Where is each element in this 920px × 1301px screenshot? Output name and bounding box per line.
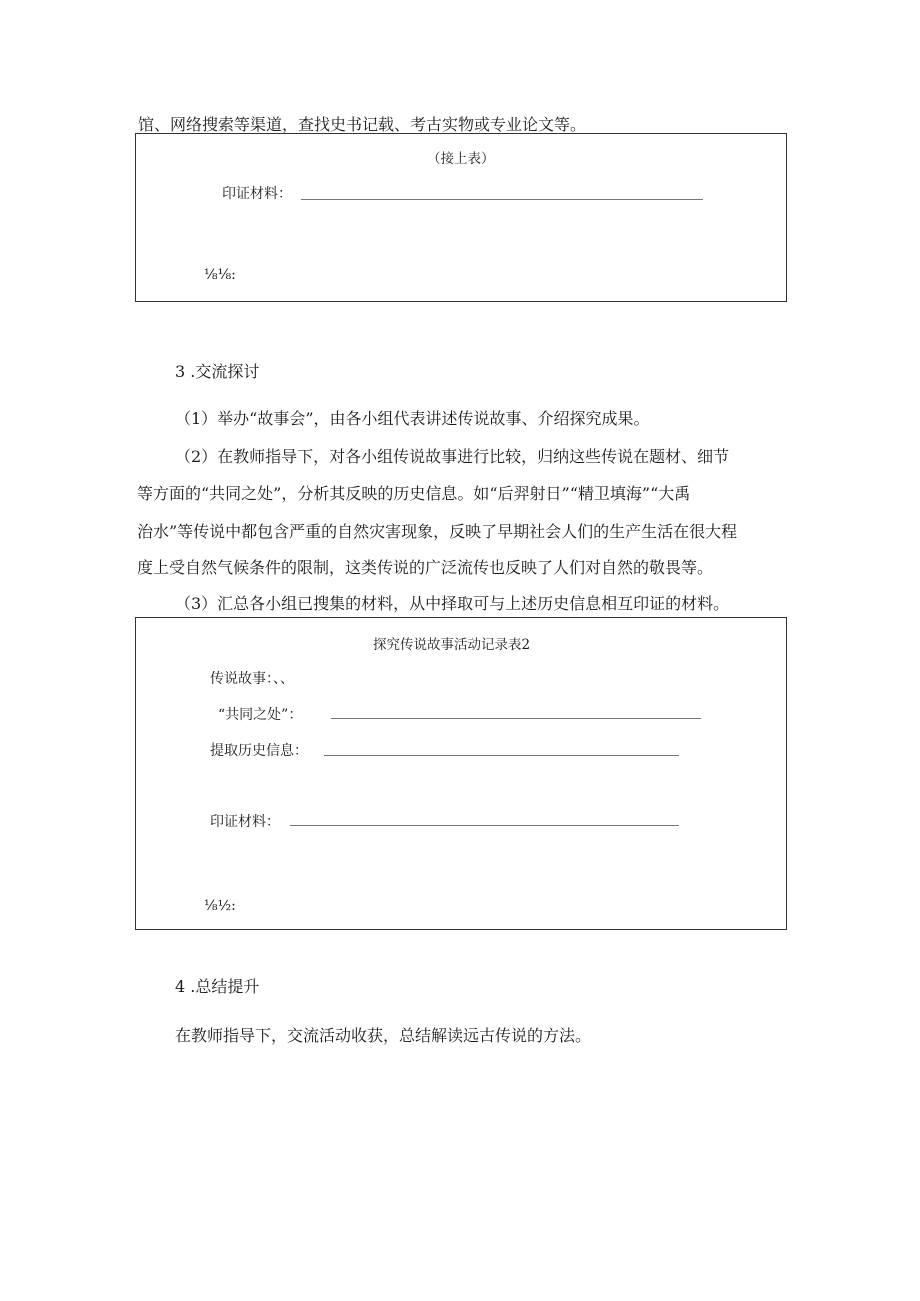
section3-item-3: （3）汇总各小组已搜集的材料，从中择取可与上述历史信息相互印证的材料。 — [175, 594, 730, 613]
evidence-input-line[interactable] — [301, 199, 703, 200]
common-points-label: “共同之处”： — [218, 707, 303, 723]
section3-title: .交流探讨 — [190, 362, 260, 381]
section3-heading — [175, 359, 259, 382]
history-info-label: 提取历史信息： — [210, 743, 308, 759]
section3-item-2-line2: 等方面的“共同之处”，分析其反映的历史信息。如“后羿射日”“精卫填海”“大禹 — [137, 484, 691, 503]
common-points-input-line[interactable] — [331, 718, 701, 719]
table2-evidence-input-line[interactable] — [290, 825, 679, 826]
table2-evidence-label: 印证材料： — [210, 814, 280, 830]
record-table-continued — [135, 133, 787, 302]
section4-heading — [175, 974, 259, 997]
story-label: 传说故事：、、 — [210, 671, 294, 687]
section3-number: 3 — [175, 362, 186, 381]
history-info-input-line[interactable] — [324, 755, 679, 756]
section3-item-2-line3: 治水”等传说中都包含严重的自然灾害现象，反映了早期社会人们的生产生活在很大程 — [137, 522, 738, 541]
record-table-2 — [135, 617, 787, 930]
evidence-label: 印证材料： — [222, 186, 292, 202]
section3-item-1: （1）举办“故事会”，由各小组代表讲述传说故事、介绍探究成果。 — [175, 409, 650, 428]
section3-item-2-line4: 度上受自然气候条件的限制，这类传说的广泛流传也反映了人们对自然的敬畏等。 — [137, 558, 714, 577]
section4-number: 4 — [175, 977, 186, 996]
section4-text: 在教师指导下，交流活动收获，总结解读远古传说的方法。 — [175, 1026, 592, 1045]
table-footer-label: ⅛⅛: — [204, 267, 236, 283]
section4-title: .总结提升 — [190, 977, 260, 996]
table2-title: 探究传说故事活动记录表2 — [373, 637, 531, 653]
table2-footer-label: ⅛½: — [204, 898, 236, 914]
intro-continued-text: 馆、网络搜索等渠道，查找史书记载、考古实物或专业论文等。 — [138, 115, 587, 134]
table-continued-caption: （接上表） — [427, 151, 495, 167]
section3-item-2-line1: （2）在教师指导下，对各小组传说故事进行比较，归纳这些传说在题材、细节 — [175, 447, 730, 466]
